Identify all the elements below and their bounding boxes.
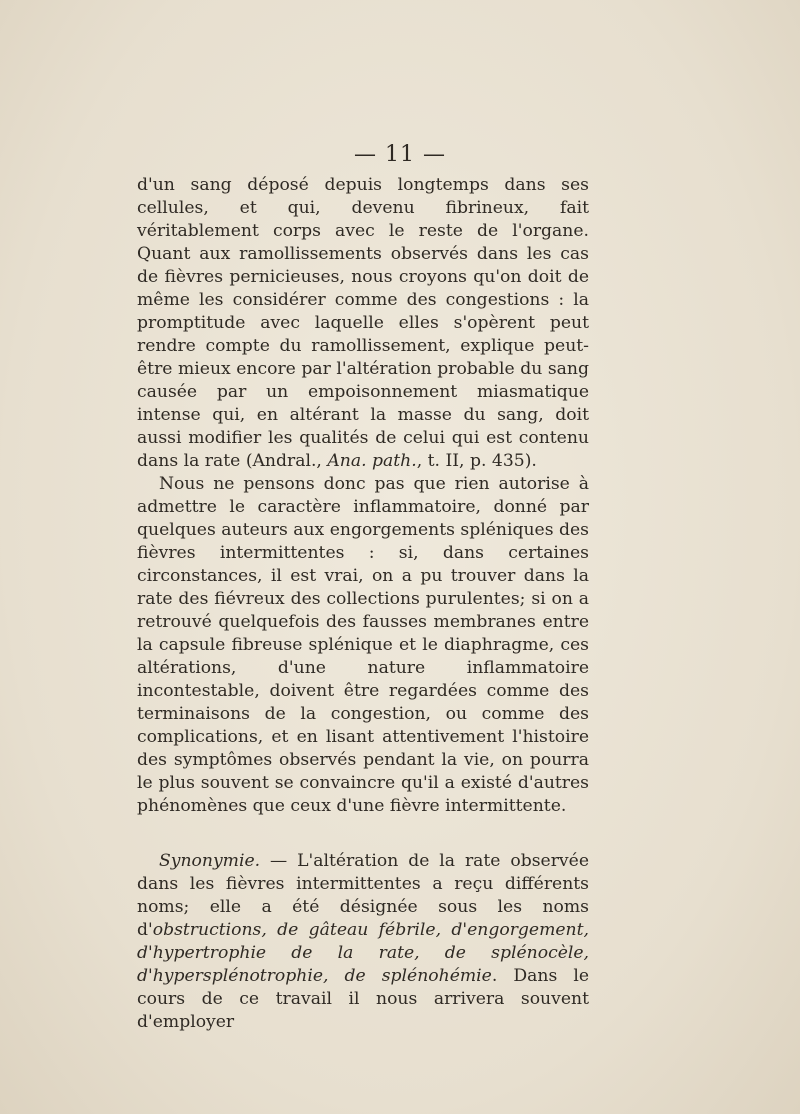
synonym-terms: obstructions, de gâteau fébrile, d'engorgement, d'hypertrophie de la rate, de splénocèle, d'hypersplénotrophie, de splénohémie bbox=[137, 920, 589, 986]
page-number: — 11 — bbox=[354, 142, 446, 167]
paragraph-3-intro: — L'altération de la rate observée dans les fièvres intermittentes a reçu différents noms; elle a été désignée sous les noms d' bbox=[137, 851, 589, 940]
citation-tail: , t. II, p. 435). bbox=[416, 451, 537, 471]
paragraph-3-end: . Dans le cours de ce travail il nous arrivera souvent d'employer bbox=[137, 966, 589, 1032]
paragraph-congestion bbox=[137, 174, 589, 473]
citation-title: Ana. path. bbox=[327, 451, 417, 471]
page-body bbox=[137, 174, 589, 1034]
section-heading: Synonymie. bbox=[159, 851, 261, 871]
paragraph-inflammation: Nous ne pensons donc pas que rien autorise à admettre le caractère inflammatoire, donné par quelques auteurs aux engorgements spléniques des fièvres intermittentes : si, dans certaines circonstances, il est vrai, on a pu trouver dans la rate des fiévreux des collections purulentes; si on a retrouvé quelquefois des fausses membranes entre la capsule fibreuse splénique et le diaphragme, ces altérations, d'une nature inflammatoire incontestable, doivent être regardées comme des terminaisons de la congestion, ou comme des complications, et en lisant attentivement l'histoire des symptômes observés pendant la vie, on pourra le plus souvent se convaincre qu'il a existé d'autres phénomènes que ceux d'une fièvre intermittente. bbox=[137, 474, 589, 816]
paragraph-synonymie bbox=[137, 850, 589, 1034]
paragraph-1-text: d'un sang déposé depuis longtemps dans ses cellules, et qui, devenu fibrineux, fait véritablement corps avec le reste de l'organe. Quant aux ramollissements observés dans les cas de fièvres pernicieuses, nous croyons qu'on doit de même les considérer comme des congestions : la promptitude avec laquelle elles s'opèrent peut rendre compte du ramollissement, explique peut-être mieux encore par l'altération probable du sang causée par un empoisonnement miasmatique intense qui, en altérant la masse du sang, doit aussi modifier les qualités de celui qui est contenu dans la rate (Andral., bbox=[137, 175, 589, 471]
